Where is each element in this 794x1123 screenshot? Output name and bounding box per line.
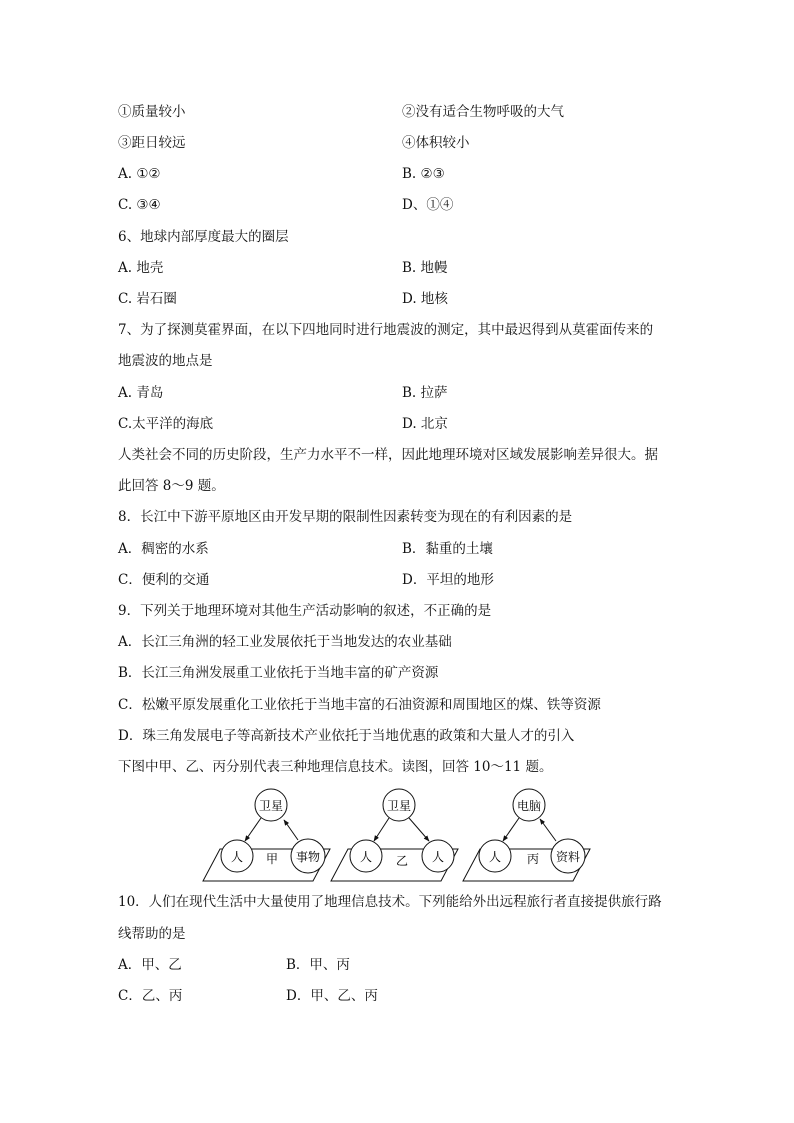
q9-option-a: A．长江三角洲的轻工业发展依托于当地发达的农业基础: [118, 634, 452, 650]
panel-bing-arrow-up: [540, 819, 556, 841]
q5-option-b: B. ②③: [402, 166, 445, 182]
q7-option-b: B. 拉萨: [402, 385, 448, 401]
q6-option-c: C. 岩石圈: [118, 291, 177, 307]
q5-option-d: D、①④: [402, 197, 454, 213]
q8-option-c: C．便利的交通: [118, 572, 210, 588]
q5-statement-4: ④体积较小: [402, 135, 470, 151]
panel-yi-arrow-right: [409, 818, 429, 841]
q10-option-d: D．甲、乙、丙: [286, 988, 378, 1004]
panel-bing-right-label: 资料: [555, 850, 581, 864]
q9-option-c: C．松嫩平原发展重化工业依托于当地丰富的石油资源和周围地区的煤、铁等资源: [118, 697, 601, 713]
q7-stem-line2: 地震波的地点是: [118, 353, 213, 369]
panel-yi-right-label: 人: [431, 850, 445, 864]
panel-yi-left-label: 人: [359, 850, 373, 864]
panel-yi-top-label: 卫星: [386, 799, 412, 813]
panel-jia-right-label: 事物: [295, 850, 321, 864]
q8-option-b: B．黏重的土壤: [402, 541, 493, 557]
panel-jia-left-label: 人: [230, 850, 244, 864]
passage-8-9-line2: 此回答 8～9 题。: [118, 478, 225, 494]
q7-stem-line1: 7、为了探测莫霍界面，在以下四地同时进行地震波的测定，其中最迟得到从莫霍面传来的: [118, 322, 654, 338]
q5-statement-1: ①质量较小: [118, 104, 186, 120]
q6-option-a: A. 地壳: [118, 260, 164, 276]
passage-10-11: 下图中甲、乙、丙分别代表三种地理信息技术。读图，回答 10～11 题。: [118, 759, 553, 775]
q10-option-a: A．甲、乙: [118, 957, 182, 973]
panel-bing-top-label: 电脑: [516, 799, 542, 813]
panel-yi-name: 乙: [395, 854, 409, 868]
q10-option-b: B．甲、丙: [286, 957, 350, 973]
q8-stem: 8．长江中下游平原地区由开发早期的限制性因素转变为现在的有利因素的是: [118, 509, 573, 525]
panel-jia-top-label: 卫星: [258, 799, 284, 813]
q10-option-c: C．乙、丙: [118, 988, 183, 1004]
q8-option-a: A．稠密的水系: [118, 541, 209, 557]
q7-option-d: D. 北京: [402, 416, 448, 432]
q10-stem-line2: 线帮助的是: [118, 926, 186, 942]
figure-panel-bing: [463, 789, 590, 881]
q9-option-d: D．珠三角发展电子等高新技术产业依托于当地优惠的政策和大量人才的引入: [118, 728, 575, 744]
q9-option-b: B．长江三角洲发展重工业依托于当地丰富的矿产资源: [118, 665, 439, 681]
panel-yi-arrow-left: [374, 818, 389, 841]
q6-option-b: B. 地幔: [402, 260, 448, 276]
panel-jia-arrow-down: [245, 818, 261, 841]
q7-option-a: A. 青岛: [118, 385, 164, 401]
gis-technology-figure: [200, 785, 600, 889]
figure-panel-jia: [203, 789, 330, 881]
q5-statement-2: ②没有适合生物呼吸的大气: [402, 104, 564, 120]
panel-bing-left-label: 人: [488, 850, 502, 864]
q6-option-d: D. 地核: [402, 291, 448, 307]
q5-option-a: A. ①②: [118, 166, 161, 182]
panel-bing-arrow-down: [503, 818, 519, 841]
q5-statement-3: ③距日较远: [118, 135, 186, 151]
q6-stem: 6、地球内部厚度最大的圈层: [118, 229, 289, 245]
q9-stem: 9．下列关于地理环境对其他生产活动影响的叙述，不正确的是: [118, 603, 492, 619]
figure-panel-yi: [331, 789, 458, 881]
q7-option-c: C.太平洋的海底: [118, 416, 214, 432]
q10-stem-line1: 10．人们在现代生活中大量使用了地理信息技术。下列能给外出远程旅行者直接提供旅行路: [118, 894, 662, 910]
passage-8-9-line1: 人类社会不同的历史阶段，生产力水平不一样，因此地理环境对区域发展影响差异很大。据: [118, 447, 658, 463]
panel-bing-name: 丙: [526, 852, 540, 866]
q8-option-d: D．平坦的地形: [402, 572, 494, 588]
panel-jia-arrow-up: [284, 820, 298, 840]
panel-jia-name: 甲: [265, 852, 279, 866]
q5-option-c: C. ③④: [118, 197, 161, 213]
